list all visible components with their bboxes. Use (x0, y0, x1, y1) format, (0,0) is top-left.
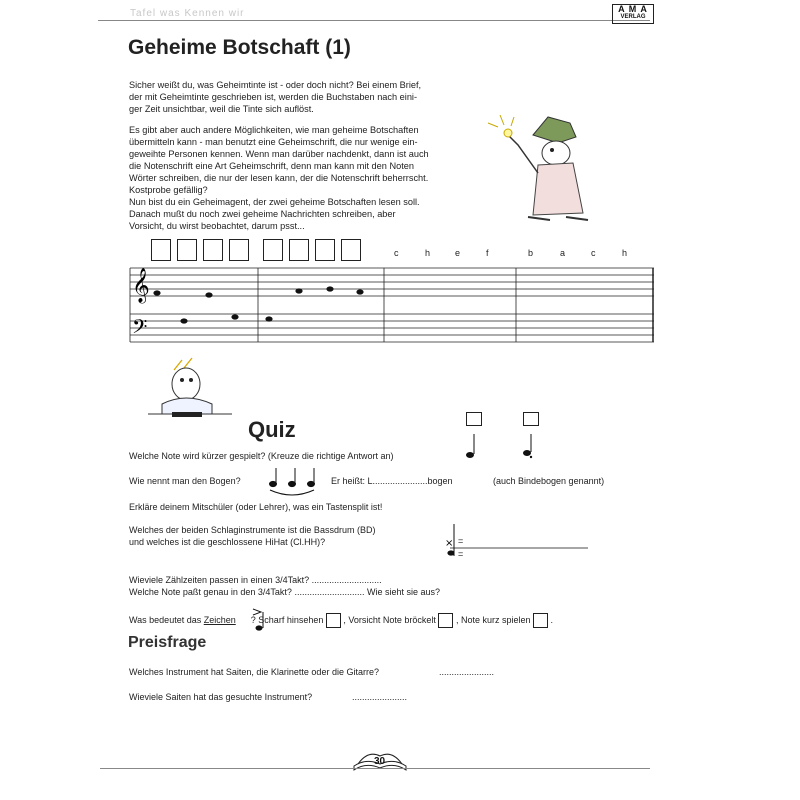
running-header: Tafel was Kennen wir (130, 8, 245, 19)
note-head (153, 290, 160, 295)
preisfrage-title: Preisfrage (128, 634, 207, 651)
secret-letter: e (455, 248, 461, 258)
answer-checkbox[interactable] (523, 412, 539, 426)
note-head (356, 289, 363, 294)
hihat-cross-icon: × (445, 538, 454, 549)
quiz-question-6: Was bedeutet das Zeichen ? Scharf hinsehen , Vorsicht Note bröckelt , Note kurz spielen . (129, 613, 553, 628)
answer-box[interactable] (315, 239, 335, 261)
footer-rule (100, 768, 650, 769)
secret-letter: h (622, 248, 628, 258)
intro-paragraph: Sicher weißt du, was Geheimtinte ist - oder doch nicht? Bei einem Brief, der mit Geheimtinte geschrieben ist, werden die Buchstaben nach eini- ger Zeit unsichtbar, weil die Tinte sich auflöst. (129, 80, 422, 114)
preisfrage-answer-2: ...................... (352, 692, 408, 702)
accent-note-icon (252, 606, 268, 632)
secret-letter: c (591, 248, 596, 258)
answer-checkbox-sharp[interactable] (326, 613, 341, 628)
note-head (205, 292, 212, 297)
preisfrage-question-1: Welches Instrument hat Saiten, die Klarinette oder die Gitarre? (129, 667, 379, 677)
answer-box[interactable] (177, 239, 197, 261)
note-head (265, 316, 272, 321)
note-head (326, 286, 333, 291)
treble-clef-icon: 𝄞 (132, 268, 150, 303)
quiz-note-choices (462, 432, 552, 462)
secret-letter: a (560, 248, 566, 258)
secret-letter: c (394, 248, 399, 258)
note-head (231, 314, 238, 319)
quiz-hint-2: (auch Bindebogen genannt) (493, 476, 605, 486)
answer-checkbox-short[interactable] (533, 613, 548, 628)
note-head (295, 288, 302, 293)
answer-box[interactable] (203, 239, 223, 261)
secret-letter: b (528, 248, 534, 258)
quarter-note-icon (466, 452, 474, 458)
thinking-character-illustration (142, 352, 237, 427)
preisfrage-answer-1: ...................... (439, 667, 495, 677)
bassdrum-note-icon (447, 550, 454, 555)
drum-equals-2: = (458, 549, 464, 559)
quiz-question-4b: und welches ist die geschlossene HiHat (Cl.HH)? (129, 537, 326, 547)
slur-notes-icon (264, 464, 326, 498)
drum-notation (442, 522, 592, 560)
answer-box[interactable] (151, 239, 171, 261)
secret-writing-paragraph: Es gibt aber auch andere Möglichkeiten, wie man geheime Botschaften übermitteln kann - man benutzt eine Geheimschrift, die nur wenige ein- geweihte Personen kennen. Wenn man darüber nachdenkt, dann ist auch die Notenschrift eine Art Geheimschrift, denn man kann mit den Noten Wörter schreiben, die nur der lesen kann, der die Notenschrift beherrscht. Kostprobe gefällig? Nun bist du ein Geheimagent, der zwei geheime Botschaften lesen soll. Danach mußt du noch zwei geheime Nachrichten schreiben, aber Vorsicht, du wirst beobachtet, darum psst... (129, 125, 429, 231)
answer-checkbox[interactable] (466, 412, 482, 426)
drum-equals-1: = (458, 536, 464, 546)
secret-letter: f (486, 248, 489, 258)
page-title: Geheime Botschaft (1) (128, 36, 351, 59)
quiz-question-1: Welche Note wird kürzer gespielt? (Kreuze die richtige Antwort an) (129, 451, 394, 461)
answer-checkbox-crumble[interactable] (438, 613, 453, 628)
note-head (180, 318, 187, 323)
answer-box[interactable] (341, 239, 361, 261)
secret-letter: h (425, 248, 431, 258)
quiz-question-3: Erkläre deinem Mitschüler (oder Lehrer), was ein Tastensplit ist! (129, 502, 383, 512)
quiz-question-5a: Wieviele Zählzeiten passen in einen 3/4Takt? ............................ (129, 575, 382, 585)
quiz-question-5b: Welche Note paßt genau in den 3/4Takt? ............................ Wie sieht sie aus? (129, 587, 441, 597)
quiz-title: Quiz (248, 417, 296, 442)
bass-clef-icon: 𝄢 (132, 315, 148, 343)
answer-box[interactable] (263, 239, 283, 261)
answer-box[interactable] (229, 239, 249, 261)
preisfrage-question-2: Wieviele Saiten hat das gesuchte Instrument? (129, 692, 313, 702)
quiz-question-4a: Welches der beiden Schlaginstrumente ist die Bassdrum (BD) (129, 525, 376, 535)
header-rule (98, 20, 650, 21)
quiz-question-2: Wie nennt man den Bogen? (129, 476, 241, 486)
secret-agent-illustration (478, 95, 628, 225)
answer-box[interactable] (289, 239, 309, 261)
quarter-note-icon (523, 450, 531, 456)
publisher-logo: A M A VERLAG (612, 4, 654, 24)
grand-staff (126, 262, 656, 347)
accent-sign-word: Zeichen (203, 614, 236, 625)
quiz-answer-2: Er heißt: L......................bogen (331, 476, 453, 486)
page-number: 30 (374, 756, 386, 767)
